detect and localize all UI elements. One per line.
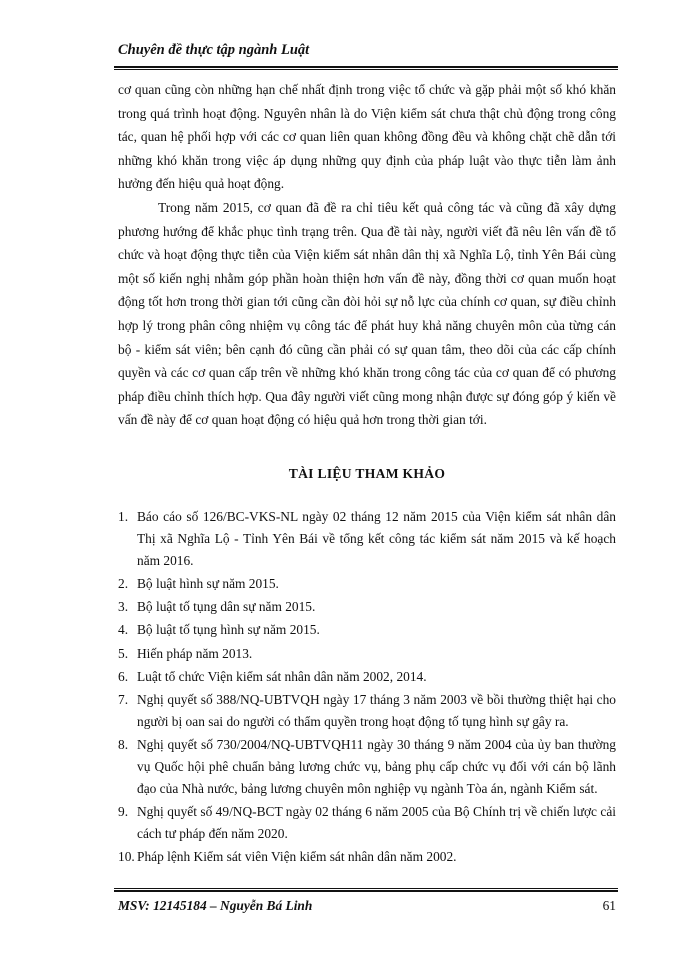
reference-text: Nghị quyết số 49/NQ-BCT ngày 02 tháng 6 năm 2005 của Bộ Chính trị về chiến lược cải cách tư pháp đến năm 2020. bbox=[137, 804, 616, 842]
reference-text: Nghị quyết số 730/2004/NQ-UBTVQH11 ngày 30 tháng 9 năm 2004 của ủy ban thường vụ Quốc hội phê chuẩn bảng lương chức vụ, bảng phụ cấp chức vụ đối với cán bộ lãnh đạo của Nhà nước, bảng lương chuyên môn nghiệp vụ ngành Tòa án, ngành Kiểm sát. bbox=[137, 737, 616, 797]
page-number: 61 bbox=[602, 898, 616, 913]
reference-item bbox=[118, 596, 616, 618]
footer-rule bbox=[114, 888, 618, 892]
reference-text: Nghị quyết số 388/NQ-UBTVQH ngày 17 tháng 3 năm 2003 về bồi thường thiệt hại cho người bị oan sai do người có thẩm quyền trong hoạt động tố tụng hình sự gây ra. bbox=[137, 692, 616, 730]
reference-text: Hiến pháp năm 2013. bbox=[137, 645, 253, 661]
reference-item bbox=[118, 734, 616, 799]
reference-number: 2. bbox=[118, 575, 129, 591]
reference-item bbox=[118, 666, 616, 688]
running-header-title: Chuyên đề thực tập ngành Luật bbox=[118, 42, 310, 58]
paragraph-conclusion: Trong năm 2015, cơ quan đã đề ra chỉ tiêu kết quả công tác và cũng đã xây dựng phương hướng để khắc phục tình trạng trên. Qua đề tài này, người viết đã nêu lên vấn đề tổ chức và hoạt động thực tiễn của Viện kiểm sát nhân dân thị xã Nghĩa Lộ, tỉnh Yên Bái cùng một số kiến nghị nhằm góp phần hoàn thiện hơn vấn đề này, đồng thời cơ quan muốn hoạt động tốt hơn trong thời gian tới cũng cần đòi hỏi sự nỗ lực của chính cơ quan, sự điều chỉnh hợp lý trong phân công nhiệm vụ công tác để phát huy khả năng chuyên môn của từng cán bộ - kiểm sát viên; bên cạnh đó cũng cần phải có sự quan tâm, theo dõi của các cấp chính quyền và các cơ quan cấp trên về những khó khăn trong công tác của cơ quan để có phương pháp điều chỉnh thích hợp. Qua đây người viết cũng mong nhận được sự đóng góp ý kiến về vấn đề này để cơ quan hoạt động có hiệu quả hơn trong thời gian tới. bbox=[118, 199, 616, 428]
paragraph-continuation: cơ quan cũng còn những hạn chế nhất định trong việc tổ chức và gặp phải một số khó khăn trong quá trình hoạt động. Nguyên nhân là do Viện kiểm sát chưa thật chủ động trong công tác, quan hệ phối hợp với các cơ quan liên quan không đồng đều và không chặt chẽ dẫn tới những khó khăn trong việc áp dụng những quy định của pháp luật vào thực tiễn làm ảnh hưởng đến hiệu quả hoạt động. bbox=[118, 82, 616, 192]
body-text bbox=[118, 78, 616, 432]
references-list bbox=[118, 506, 616, 870]
reference-item bbox=[118, 619, 616, 641]
reference-number: 6. bbox=[118, 669, 129, 685]
reference-number: 5. bbox=[118, 645, 129, 661]
reference-item bbox=[118, 689, 616, 733]
reference-number: 8. bbox=[118, 737, 129, 753]
reference-text: Pháp lệnh Kiểm sát viên Viện kiểm sát nhân dân năm 2002. bbox=[137, 849, 457, 865]
reference-number: 3. bbox=[118, 599, 129, 615]
reference-item bbox=[118, 573, 616, 595]
reference-text: Bộ luật tố tụng hình sự năm 2015. bbox=[137, 622, 320, 638]
reference-number: 1. bbox=[118, 509, 129, 524]
reference-text: Báo cáo số 126/BC-VKS-NL ngày 02 tháng 12 năm 2015 của Viện kiểm sát nhân dân Thị xã Nghĩa Lộ - Tỉnh Yên Bái về tổng kết công tác kiểm sát năm 2015 và kế hoạch năm 2016. bbox=[137, 509, 616, 568]
footer-author: MSV: 12145184 – Nguyễn Bá Linh bbox=[118, 898, 313, 913]
reference-text: Bộ luật hình sự năm 2015. bbox=[137, 575, 279, 591]
references-heading: TÀI LIỆU THAM KHẢO bbox=[288, 466, 446, 481]
reference-item bbox=[118, 506, 616, 571]
reference-item bbox=[118, 846, 616, 868]
reference-number: 7. bbox=[118, 692, 129, 708]
reference-number: 4. bbox=[118, 622, 129, 638]
header-rule bbox=[114, 66, 618, 70]
reference-text: Bộ luật tố tụng dân sự năm 2015. bbox=[137, 599, 316, 615]
reference-item bbox=[118, 643, 616, 665]
reference-text: Luật tổ chức Viện kiểm sát nhân dân năm 2002, 2014. bbox=[137, 669, 427, 685]
reference-number: 10. bbox=[118, 849, 135, 865]
reference-number: 9. bbox=[118, 804, 129, 820]
reference-item bbox=[118, 801, 616, 845]
